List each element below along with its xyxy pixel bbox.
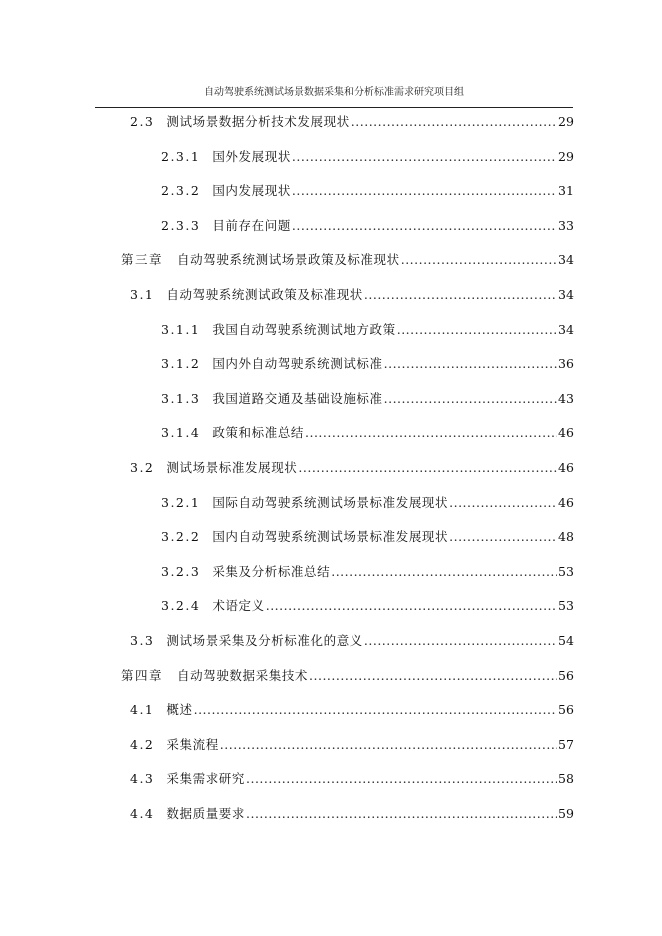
toc-entry-number: 3.2.3 [161, 563, 201, 579]
toc-entry-number: 3.1.4 [161, 425, 201, 441]
toc-entry-number: 3.3 [130, 633, 155, 648]
toc-entry-page: 58 [558, 771, 574, 787]
toc-dot-leader [397, 320, 557, 340]
toc-entry-title: 采集流程 [166, 736, 219, 752]
toc-entry-page: 56 [558, 667, 574, 683]
toc-entry-page: 34 [558, 321, 574, 337]
toc-entry-title: 数据质量要求 [166, 806, 245, 821]
toc-entry-title: 测试场景数据分析技术发展现状 [166, 114, 350, 129]
toc-dot-leader [292, 147, 557, 167]
toc-entry[interactable] [161, 527, 572, 547]
toc-entry-title: 国内发展现状 [212, 183, 291, 199]
toc-dot-leader [401, 250, 557, 270]
toc-dot-leader [298, 458, 557, 478]
toc-entry-number: 4.1 [130, 702, 155, 718]
toc-entry-number: 2.3.3 [161, 217, 201, 233]
toc-dot-leader [292, 181, 557, 201]
toc-entry-number: 3.2.4 [161, 598, 201, 614]
toc-entry-title: 采集需求研究 [166, 771, 245, 787]
toc-dot-leader [246, 804, 557, 824]
toc-entry-number: 4.2 [130, 736, 155, 752]
toc-entry-page: 48 [558, 529, 574, 545]
toc-dot-leader [305, 423, 557, 443]
toc-entry[interactable] [161, 596, 572, 616]
toc-entry-page: 34 [558, 252, 574, 268]
toc-dot-leader [292, 216, 557, 236]
toc-entry[interactable] [161, 147, 572, 167]
toc-entry-page: 54 [558, 633, 574, 648]
toc-entry[interactable] [161, 562, 572, 582]
toc-entry-number: 3.2.1 [161, 494, 201, 510]
toc-dot-leader [364, 285, 557, 305]
toc-entry-title: 政策和标准总结 [212, 425, 305, 441]
toc-entry[interactable] [130, 804, 572, 824]
toc-entry-number: 4.4 [130, 806, 155, 821]
toc-entry[interactable] [161, 493, 572, 513]
toc-entry-number: 3.2.2 [161, 529, 201, 545]
toc-entry-title: 国外发展现状 [212, 148, 291, 164]
toc-entry-title: 测试场景标准发展现状 [166, 460, 298, 475]
toc-entry-page: 53 [558, 563, 574, 579]
toc-entry-title: 测试场景采集及分析标准化的意义 [166, 633, 363, 648]
toc-entry-page: 29 [558, 148, 574, 164]
toc-entry-title: 术语定义 [212, 598, 265, 614]
toc-dot-leader [364, 631, 557, 651]
running-header: 自动驾驶系统测试场景数据采集和分析标准需求研究项目组 [95, 84, 573, 108]
toc-entry-number: 4.3 [130, 771, 155, 787]
toc-entry-title: 国际自动驾驶系统测试场景标准发展现状 [212, 494, 449, 510]
toc-entry-page: 36 [558, 356, 574, 372]
toc-entry[interactable] [161, 354, 572, 374]
toc-dot-leader [384, 354, 557, 374]
toc-entry-page: 43 [558, 390, 574, 406]
toc-entry-title: 我国道路交通及基础设施标准 [212, 390, 383, 406]
toc-entry-number: 2.3 [130, 114, 155, 129]
toc-entry-number: 3.1.2 [161, 356, 201, 372]
toc-entry-title: 国内自动驾驶系统测试场景标准发展现状 [212, 529, 449, 545]
toc-entry[interactable] [121, 250, 572, 270]
toc-entry-title: 自动驾驶系统测试场景政策及标准现状 [177, 252, 400, 268]
toc-entry-page: 33 [558, 217, 574, 233]
toc-entry-page: 46 [558, 460, 574, 475]
toc-entry[interactable] [130, 458, 572, 478]
toc-dot-leader [331, 562, 557, 582]
toc-dot-leader [449, 493, 557, 513]
toc-dot-leader [246, 769, 557, 789]
toc-entry-page: 53 [558, 598, 574, 614]
toc-entry[interactable] [130, 285, 572, 305]
toc-dot-leader [266, 596, 557, 616]
toc-entry-title: 采集及分析标准总结 [212, 563, 331, 579]
toc-entry-page: 56 [558, 702, 574, 718]
toc-dot-leader [351, 112, 557, 132]
toc-entry-page: 59 [558, 806, 574, 821]
toc-entry[interactable] [161, 389, 572, 409]
toc-entry-page: 34 [558, 287, 574, 302]
toc-entry[interactable] [161, 320, 572, 340]
toc-entry[interactable] [130, 631, 572, 651]
toc-entry-number: 第四章 [121, 667, 164, 683]
toc-entry[interactable] [130, 735, 572, 755]
toc-entry-number: 2.3.1 [161, 148, 201, 164]
toc-dot-leader [449, 527, 557, 547]
toc-entry-title: 自动驾驶数据采集技术 [177, 667, 309, 683]
toc-entry-page: 46 [558, 494, 574, 510]
toc-dot-leader [194, 700, 557, 720]
toc-entry-number: 3.1.3 [161, 390, 201, 406]
toc-entry-title: 目前存在问题 [212, 217, 291, 233]
toc-entry-page: 46 [558, 425, 574, 441]
toc-entry[interactable] [161, 423, 572, 443]
toc-entry[interactable] [121, 666, 572, 686]
toc-entry-title: 国内外自动驾驶系统测试标准 [212, 356, 383, 372]
toc-entry-title: 概述 [166, 702, 193, 718]
toc-entry[interactable] [130, 700, 572, 720]
toc-entry-page: 57 [558, 736, 574, 752]
toc-entry-number: 3.1.1 [161, 321, 201, 337]
toc-entry[interactable] [161, 216, 572, 236]
toc-entry[interactable] [161, 181, 572, 201]
toc-entry-number: 3.2 [130, 460, 155, 475]
toc-dot-leader [384, 389, 557, 409]
toc-entry-title: 自动驾驶系统测试政策及标准现状 [166, 287, 363, 302]
toc-entry[interactable] [130, 112, 572, 132]
toc-entry-page: 31 [558, 183, 574, 199]
toc-entry[interactable] [130, 769, 572, 789]
toc-dot-leader [220, 735, 557, 755]
toc-dot-leader [309, 666, 557, 686]
toc-entry-page: 29 [558, 114, 574, 129]
toc-entry-title: 我国自动驾驶系统测试地方政策 [212, 321, 396, 337]
toc-entry-number: 3.1 [130, 287, 155, 302]
toc-entry-number: 2.3.2 [161, 183, 201, 199]
toc-entry-number: 第三章 [121, 252, 164, 268]
